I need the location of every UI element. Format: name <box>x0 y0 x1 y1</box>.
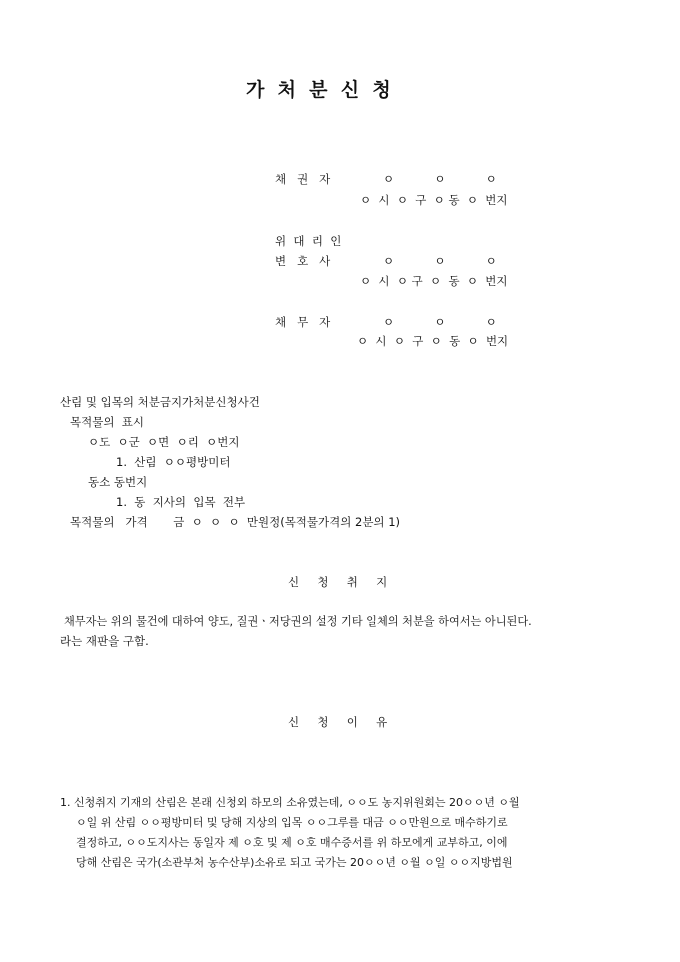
target-item-1: 1. 산림 ㅇㅇ평방미터 <box>116 455 231 469</box>
agent-address: ㅇ 시 ㅇ 구 ㅇ 동 ㅇ 번지 <box>360 274 508 288</box>
reasons-line-4: 당해 산림은 국가(소관부처 농수산부)소유로 되고 국가는 20ㅇㅇ년 ㅇ월 ㅇ일 ㅇㅇ지방법원 <box>76 856 513 869</box>
agent-label-line2: 변 호 사 <box>275 254 331 268</box>
creditor-label: 채 권 자 <box>275 172 331 186</box>
case-title: 산림 및 입목의 처분금지가처분신청사건 <box>60 395 260 409</box>
reasons-line-3: 결정하고, ㅇㅇ도지사는 동일자 제 ㅇ호 및 제 ㅇ호 매수증서를 위 하모에게 교부하고, 이에 <box>76 836 508 849</box>
debtor-name: ㅇ ㅇ ㅇ <box>383 315 497 329</box>
reasons-heading: 신 청 이 유 <box>288 715 388 729</box>
target-location-2: 동소 동번지 <box>88 475 148 489</box>
reasons-line-1: 1. 신청취지 기재의 산림은 본래 신청외 하모의 소유였는데, ㅇㅇ도 농지위원회는 20ㅇㅇ년 ㅇ월 <box>60 796 520 809</box>
purpose-line-1: 채무자는 위의 물건에 대하여 양도, 질권ㆍ저당권의 설정 기타 일체의 처분을 하여서는 아니된다. <box>64 615 532 628</box>
debtor-label: 채 무 자 <box>275 315 331 329</box>
purpose-heading: 신 청 취 지 <box>288 575 388 589</box>
agent-label-line1: 위 대 리 인 <box>275 234 342 248</box>
document-title: 가 처 분 신 청 <box>246 79 391 101</box>
target-value: 목적물의 가격 금 ㅇ ㅇ ㅇ 만원정(목적물가격의 2분의 1) <box>70 515 401 529</box>
creditor-name: ㅇ ㅇ ㅇ <box>383 172 497 186</box>
purpose-line-2: 라는 재판을 구함. <box>60 634 149 648</box>
creditor-address: ㅇ 시 ㅇ 구 ㅇ 동 ㅇ 번지 <box>360 193 508 207</box>
target-location: ㅇ도 ㅇ군 ㅇ면 ㅇ리 ㅇ번지 <box>88 435 240 449</box>
agent-name: ㅇ ㅇ ㅇ <box>383 254 497 268</box>
target-label: 목적물의 표시 <box>70 415 144 429</box>
target-item-2: 1. 동 지사의 입목 전부 <box>116 495 246 509</box>
reasons-line-2: ㅇ일 위 산림 ㅇㅇ평방미터 및 당해 지상의 입목 ㅇㅇ그루를 대금 ㅇㅇ만원으로 매수하기로 <box>76 816 508 829</box>
debtor-address: ㅇ 시 ㅇ 구 ㅇ 동 ㅇ 번지 <box>357 334 509 348</box>
